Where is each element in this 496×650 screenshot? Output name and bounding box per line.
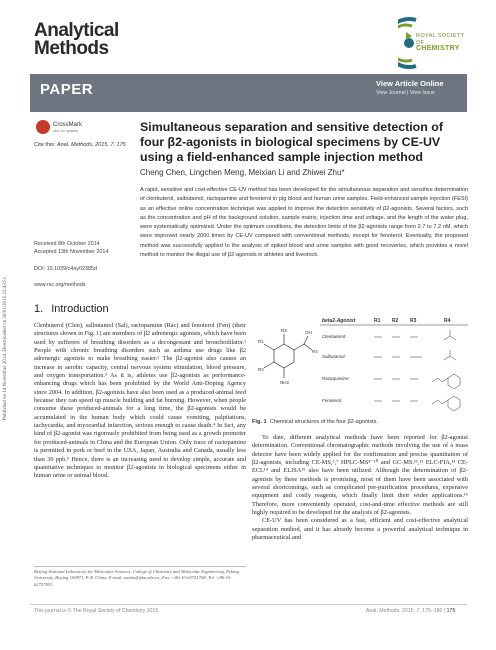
left-column-text [34, 322, 246, 481]
fig-row-clenbuterol: Clenbuterol: [322, 334, 347, 339]
received-date: Received 8th October 2014 [34, 241, 100, 247]
substituent-sketches-icon [374, 330, 460, 411]
journal-name-line2: Methods [34, 38, 109, 59]
fig-col-r1: R1 [374, 318, 381, 324]
svg-text:R2 [392, 318, 399, 324]
view-journal-issue-links[interactable]: View Journal | View Issue [376, 90, 435, 96]
right-paragraph-2: CE-UV has been considered as a fast, efficient and cost-effective analytical separation method, and it has already become a powerful analytical technique in pharmaceutical and [252, 517, 468, 542]
svg-text:R1 [374, 318, 381, 324]
journal-url[interactable]: www.rsc.org/methods [34, 281, 86, 288]
figure-1-label: Fig. 1 [252, 419, 267, 425]
footer-divider [30, 604, 467, 605]
abstract-text: A rapid, sensitive and cost-effective CE-UV method has been developed for the simultaneous separation and sensitive determination of clenbuterol, salbutamol, ractopamine and fenoterol in pig blood and human urine samples. Field-enhanced sample injection (FESI) as an effective online concentration technique was applied to improve the detection sensitivity of β2-agonists. Several factors, such as the concentration and pH of the background solution, sample matrix, injection time and voltage, and the length of the water plug, were systematically optimized. Under the optimum conditions, the detection limits of the β2-agonists range from 2.7 to 7.2 nM, which were improved nearly 2000 times by CE-UV compared with conventional methods, except for fenoterol. Eventually, the proposed method was successfully applied to the analysis of spiked blood and urine samples with good recoveries, which provides a novel method to monitor the illegal use of β2-agonists in athletes and livestock. [140, 187, 468, 259]
cite-prefix: Cite this: [34, 142, 56, 148]
crossmark-label: CrossMark [53, 122, 83, 128]
rsc-line1: ROYAL SOCIETY [416, 33, 465, 39]
intro-paragraph: Clenbuterol (Clen), salbutamol (Sal), ractopamine (Rac) and fenoterol (Fen) (their structures shown in Fig. 1) are members of β2 adrenergic agonists, which have been used by sufferers of breathing disorders as a decongestant and bronchodilator.¹ People with chronic breathing disorders such as asthma use drugs like β2 adrenergic agonists to make breathing easier.² The β2-agonist also causes an increase in aerobic capacity, central nervous system stimulation, blood pressure, and oxygen transportation.³ As it is, athletes use β2-agonists as performance-enhancing drugs which has been prohibited by the World Anti-Doping Agency since 2004. In addition, β2-agonists have also been used as a produced-animal feed because they can speed up muscle building and fat burning. However, when people consume these produced-animals for a long time, the β2-agonists would be accumulated in the human body which could cause vomiting, palpitations, tachycardia, and myocardial infarction, serious enough to cause death.⁴ In fact, any kind of β2-agonist was rigorously prohibited from being used as a growth promoter for produced-animals in China and the European Union. Only trace of ractopamine is permitted in pork or beef in the USA, Japan, Australia and Canada, usually less than 30 ppb.⁵ Hence, there is an increasing need to develop simple, accurate and quantitative techniques to monitor β2-agonists in biological specimens either in human urine or animal blood. [34, 322, 246, 480]
fig-col-r2: R2 [392, 318, 399, 324]
crossmark-icon [36, 120, 50, 134]
author-list: Cheng Chen, Lingchen Meng, Meixian Li and Zhiwei Zhu* [140, 168, 345, 177]
crossmark-sub: click for updates [53, 129, 79, 133]
footnote-divider [34, 566, 246, 567]
affiliation-footnote: Beijing National Laboratory for Molecular Sciences, College of Chemistry and Molecular Engineering, Peking University, Beijing 100871, P. R. China. E-mail: zwzhu@pku.edu.cn; Fax: +86-10-62751708; Tel: +86-10-62757953 [34, 569, 239, 587]
page-number: 175 [446, 608, 456, 614]
figure-1-structures [252, 310, 470, 414]
section-number: 1. [34, 303, 44, 315]
svg-text:R1: R1 [258, 339, 264, 344]
svg-text:R3 [410, 318, 417, 324]
fig-col-r3: R3 [410, 318, 417, 324]
section-heading-introduction [34, 303, 109, 315]
citation-line [34, 142, 126, 148]
article-title: Simultaneous separation and sensitive detection of four β2-agonists in biological specimens by CE-UV using a field-enhanced sample injection method [140, 120, 443, 164]
benzene-core-icon [264, 334, 312, 378]
fig-col-r4: R4 [444, 318, 451, 324]
view-article-online-link[interactable]: View Article Online [376, 79, 444, 88]
figure-1-caption-text: Chemical structures of the four β2-agonists. [269, 419, 379, 425]
fig-row-fenoterol: Fenoterol: [322, 398, 343, 403]
right-paragraph-1: To date, different analytical methods have been reported for β2-agonist determination. Conventional chromatographic methods involving the use of a mass detector have been widely applied for the confirmation and precise quantitation of β2-agonists, including CE-MS,⁶,⁷ HPLC-MS⁸⁻¹⁰ and GC-MS.¹¹,¹² ELC-FIA,¹³ CE-ECL¹⁴ and ELISA¹⁵ also have been utilized. Although the determination of β2-agonists by these methods is promising, most of them have been associated with several shortcomings, such as complicated pre-purification procedures, expensive equipment and costly reagents, which finally limit their wider applications.¹⁶ Therefore, more conveniently operated, cost-and-time effective methods are still highly required to be developed for the analysis of β2-agonists. [252, 434, 468, 517]
accepted-date: Accepted 13th November 2014 [34, 249, 109, 256]
journal-name-line1: Analytical [34, 20, 119, 41]
svg-text:beta2-Agonist [322, 318, 356, 324]
svg-text:R2: R2 [258, 367, 264, 372]
svg-text:R4 [444, 318, 451, 324]
side-publication-stamp [3, 120, 13, 420]
doi-link[interactable]: DOI: 10.1039/c4ay02385d [34, 265, 97, 272]
fig-col-header: beta2-Agonist [322, 318, 356, 324]
footer-citation: Anal. Methods, 2015, 7, 175–180 | 175 [366, 608, 456, 614]
svg-text:R3: R3 [281, 328, 287, 333]
rsc-line3: CHEMISTRY [416, 45, 460, 52]
footer-copyright: This journal is © The Royal Society of Chemistry 2015 [34, 608, 159, 614]
journal-logo[interactable] [34, 22, 119, 58]
svg-text:NH2: NH2 [280, 380, 290, 385]
article-type-label: PAPER [40, 81, 94, 98]
fig-row-salbutamol: Salbutamol: [322, 354, 346, 359]
svg-text:OH: OH [305, 330, 312, 335]
right-column-text [252, 434, 468, 542]
article-history [34, 240, 134, 289]
cite-ref: Anal. Methods, 2015, 7, 175 [56, 142, 126, 148]
side-stamp-text: Published on 14 November 2014. Downloaded on 30/01/2015 23:43:51. [3, 275, 8, 420]
section-title: Introduction [51, 303, 109, 315]
svg-text:R4: R4 [312, 349, 318, 354]
fig-row-ractopamine: Ractopamine: [322, 376, 350, 381]
footer-journal-ref: Anal. Methods, 2015, 7, 175–180 [366, 608, 443, 614]
figure-1-caption [252, 419, 378, 425]
rsc-logo-text [416, 33, 464, 53]
rsc-line2: OF [416, 39, 425, 46]
